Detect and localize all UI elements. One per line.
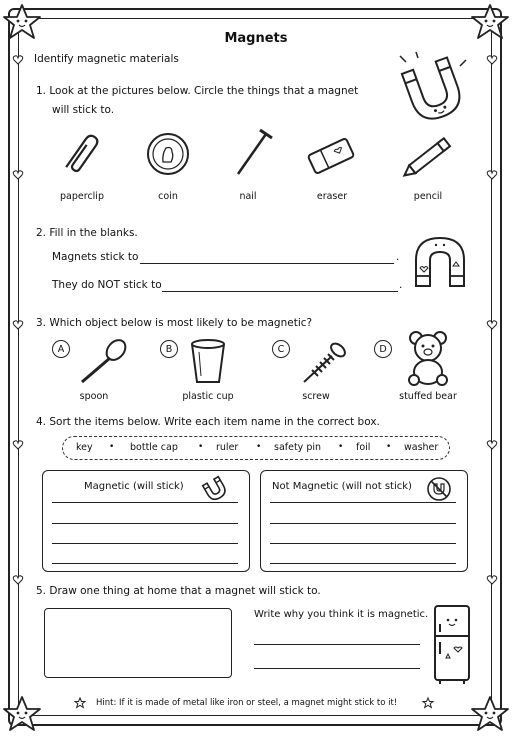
paperclip-icon [62, 130, 102, 180]
choice-b[interactable]: B [160, 340, 178, 358]
q2-heading: 2. Fill in the blanks. [36, 227, 138, 239]
page-title: Magnets [224, 31, 288, 46]
word-bank-separator: • [198, 442, 204, 452]
cup-icon [188, 338, 228, 386]
q1-text-line2: will stick to. [52, 104, 115, 116]
magnetic-answer-line[interactable] [52, 543, 238, 544]
q5-answer-line[interactable] [254, 644, 420, 645]
q1-item-label: coin [158, 191, 178, 202]
word-bank-separator: • [386, 442, 392, 452]
q2-period: . [399, 279, 403, 291]
word-bank-item: washer [404, 442, 439, 453]
no-magnet-icon [426, 476, 452, 502]
heart-icon [487, 440, 497, 450]
q2-answer-line-1[interactable] [140, 263, 394, 264]
choice-a[interactable]: A [52, 340, 70, 358]
star-icon [422, 697, 434, 709]
heart-icon [487, 55, 497, 65]
bear-icon [404, 330, 452, 386]
q1-text-line1: 1. Look at the pictures below. Circle the things that a magnet [36, 85, 359, 97]
magnet-icon [410, 232, 470, 292]
word-bank-item: ruler [216, 442, 239, 453]
magnetic-box-title: Magnetic (will stick) [84, 481, 184, 492]
q3-item-label: screw [302, 391, 330, 402]
nail-icon [230, 128, 274, 178]
q1-item-label: nail [239, 191, 257, 202]
q2-period: . [396, 251, 400, 263]
not-magnetic-box-title: Not Magnetic (will not stick) [272, 481, 412, 492]
not-magnetic-answer-line[interactable] [270, 543, 456, 544]
q2-line2-label: They do NOT stick to [52, 279, 162, 291]
not-magnetic-answer-line[interactable] [270, 502, 456, 503]
q1-item-label: pencil [413, 191, 443, 202]
eraser-icon [306, 134, 356, 178]
q3-heading: 3. Which object below is most likely to be magnetic? [36, 317, 313, 329]
word-bank-item: foil [356, 442, 371, 453]
not-magnetic-answer-line[interactable] [270, 563, 456, 564]
heart-icon [13, 320, 23, 330]
spoon-icon [76, 338, 128, 386]
choice-c[interactable]: C [272, 340, 290, 358]
coin-icon [146, 132, 190, 176]
q2-answer-line-2[interactable] [162, 291, 398, 292]
word-bank-item: safety pin [274, 442, 322, 453]
q4-heading: 4. Sort the items below. Write each item name in the correct box. [36, 416, 380, 428]
drawing-box[interactable] [44, 608, 232, 678]
heart-icon [13, 575, 23, 585]
word-bank-separator: • [109, 442, 115, 452]
screw-icon [298, 340, 348, 386]
hint-text: Hint: If it is made of metal like iron or steel, a magnet might stick to it! [96, 698, 398, 708]
heart-icon [487, 320, 497, 330]
heart-icon [487, 575, 497, 585]
pencil-icon [398, 130, 458, 184]
q3-item-label: spoon [79, 391, 109, 402]
heart-icon [487, 170, 497, 180]
magnetic-answer-line[interactable] [52, 523, 238, 524]
word-bank-item: bottle cap [130, 442, 178, 453]
q5-heading: 5. Draw one thing at home that a magnet will stick to. [36, 585, 321, 597]
q3-item-label: plastic cup [182, 391, 234, 402]
star-icon [2, 694, 42, 734]
magnetic-answer-line[interactable] [52, 563, 238, 564]
choice-d[interactable]: D [374, 340, 392, 358]
q1-item-label: paperclip [60, 191, 104, 202]
heart-icon [13, 55, 23, 65]
fridge-icon [432, 604, 472, 686]
heart-icon [13, 170, 23, 180]
q5-prompt: Write why you think it is magnetic. [254, 609, 429, 620]
word-bank-separator: • [338, 442, 344, 452]
magnet-icon [202, 476, 228, 502]
word-bank-separator: • [256, 442, 262, 452]
heart-icon [13, 440, 23, 450]
q3-item-label: stuffed bear [399, 391, 457, 402]
word-bank-item: key [76, 442, 93, 453]
q5-answer-line[interactable] [254, 668, 420, 669]
star-icon [470, 694, 510, 734]
q1-item-label: eraser [316, 191, 348, 202]
magnetic-answer-line[interactable] [52, 502, 238, 503]
star-icon [74, 697, 86, 709]
page-subtitle: Identify magnetic materials [34, 53, 179, 65]
not-magnetic-answer-line[interactable] [270, 523, 456, 524]
q2-line1-label: Magnets stick to [52, 251, 139, 263]
magnet-icon [396, 54, 472, 130]
